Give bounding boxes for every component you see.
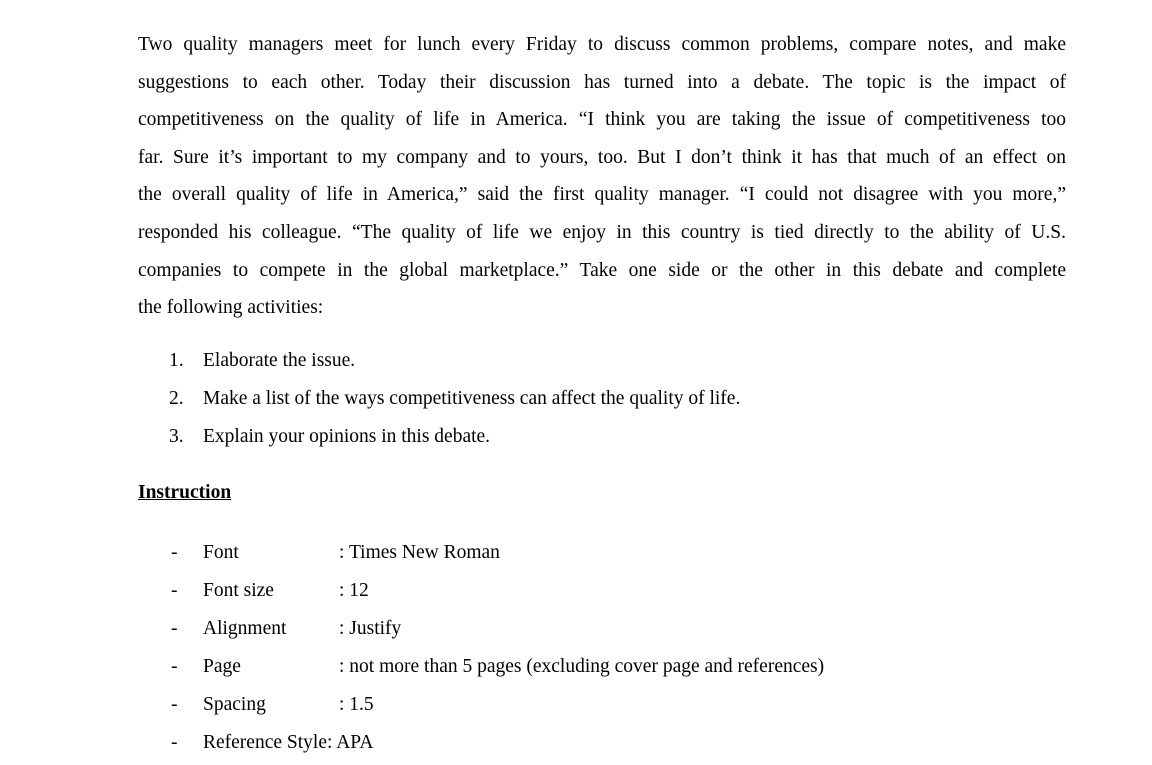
reference-style-text: Reference Style: APA <box>203 732 374 753</box>
instruction-item <box>171 572 824 610</box>
activity-number: 2. <box>169 388 184 409</box>
bullet-dash: - <box>171 618 178 639</box>
instruction-label: Page <box>203 656 241 677</box>
instruction-label: Font <box>203 542 239 563</box>
bullet-dash: - <box>171 656 178 677</box>
bullet-dash: - <box>171 732 178 753</box>
activity-item <box>169 342 740 380</box>
intro-line: competitiveness on the quality of life in America. “I think you are taking the issue of competitiveness too <box>138 109 1066 131</box>
intro-line: suggestions to each other. Today their discussion has turned into a debate. The topic is the impact of <box>138 71 1066 93</box>
instruction-item <box>171 610 824 648</box>
activity-item <box>169 380 740 418</box>
intro-line: the following activities: <box>138 297 324 319</box>
intro-line: Two quality managers meet for lunch every Friday to discuss common problems, compare notes, and make <box>138 34 1066 55</box>
instruction-value: : Justify <box>339 618 402 639</box>
instruction-value: : not more than 5 pages (excluding cover page and references) <box>339 656 825 677</box>
intro-line: companies to compete in the global marketplace.” Take one side or the other in this debate and complete <box>138 259 1066 281</box>
document-page <box>138 26 1066 753</box>
intro-line: far. Sure it’s important to my company and to yours, too. But I don’t think it has that much of an effect on <box>138 146 1066 168</box>
activity-text: Make a list of the ways competitiveness can affect the quality of life. <box>203 388 741 409</box>
instruction-item <box>171 534 824 572</box>
instruction-item <box>171 686 824 724</box>
activities-list <box>169 342 740 456</box>
instruction-value: : 1.5 <box>339 694 374 715</box>
instruction-list <box>171 534 824 762</box>
instruction-value: : 12 <box>339 580 369 601</box>
activity-item <box>169 418 740 456</box>
intro-paragraph <box>138 26 1066 327</box>
instruction-item <box>171 648 824 686</box>
instruction-label: Font size <box>203 580 274 601</box>
intro-line: responded his colleague. “The quality of life we enjoy in this country is tied directly to the ability of U.S. <box>138 221 1066 243</box>
activity-number: 1. <box>169 350 184 371</box>
bullet-dash: - <box>171 542 178 563</box>
activity-text: Explain your opinions in this debate. <box>203 426 491 447</box>
instruction-item <box>171 724 824 762</box>
instruction-value: : Times New Roman <box>339 542 500 563</box>
intro-line: the overall quality of life in America,” said the first quality manager. “I could not disagree with you more,” <box>138 184 1066 206</box>
instruction-label: Spacing <box>203 694 266 715</box>
bullet-dash: - <box>171 580 178 601</box>
activity-text: Elaborate the issue. <box>203 350 356 371</box>
instruction-heading: Instruction <box>138 482 232 503</box>
activity-number: 3. <box>169 426 184 447</box>
instruction-label: Alignment <box>203 618 287 639</box>
bullet-dash: - <box>171 694 178 715</box>
